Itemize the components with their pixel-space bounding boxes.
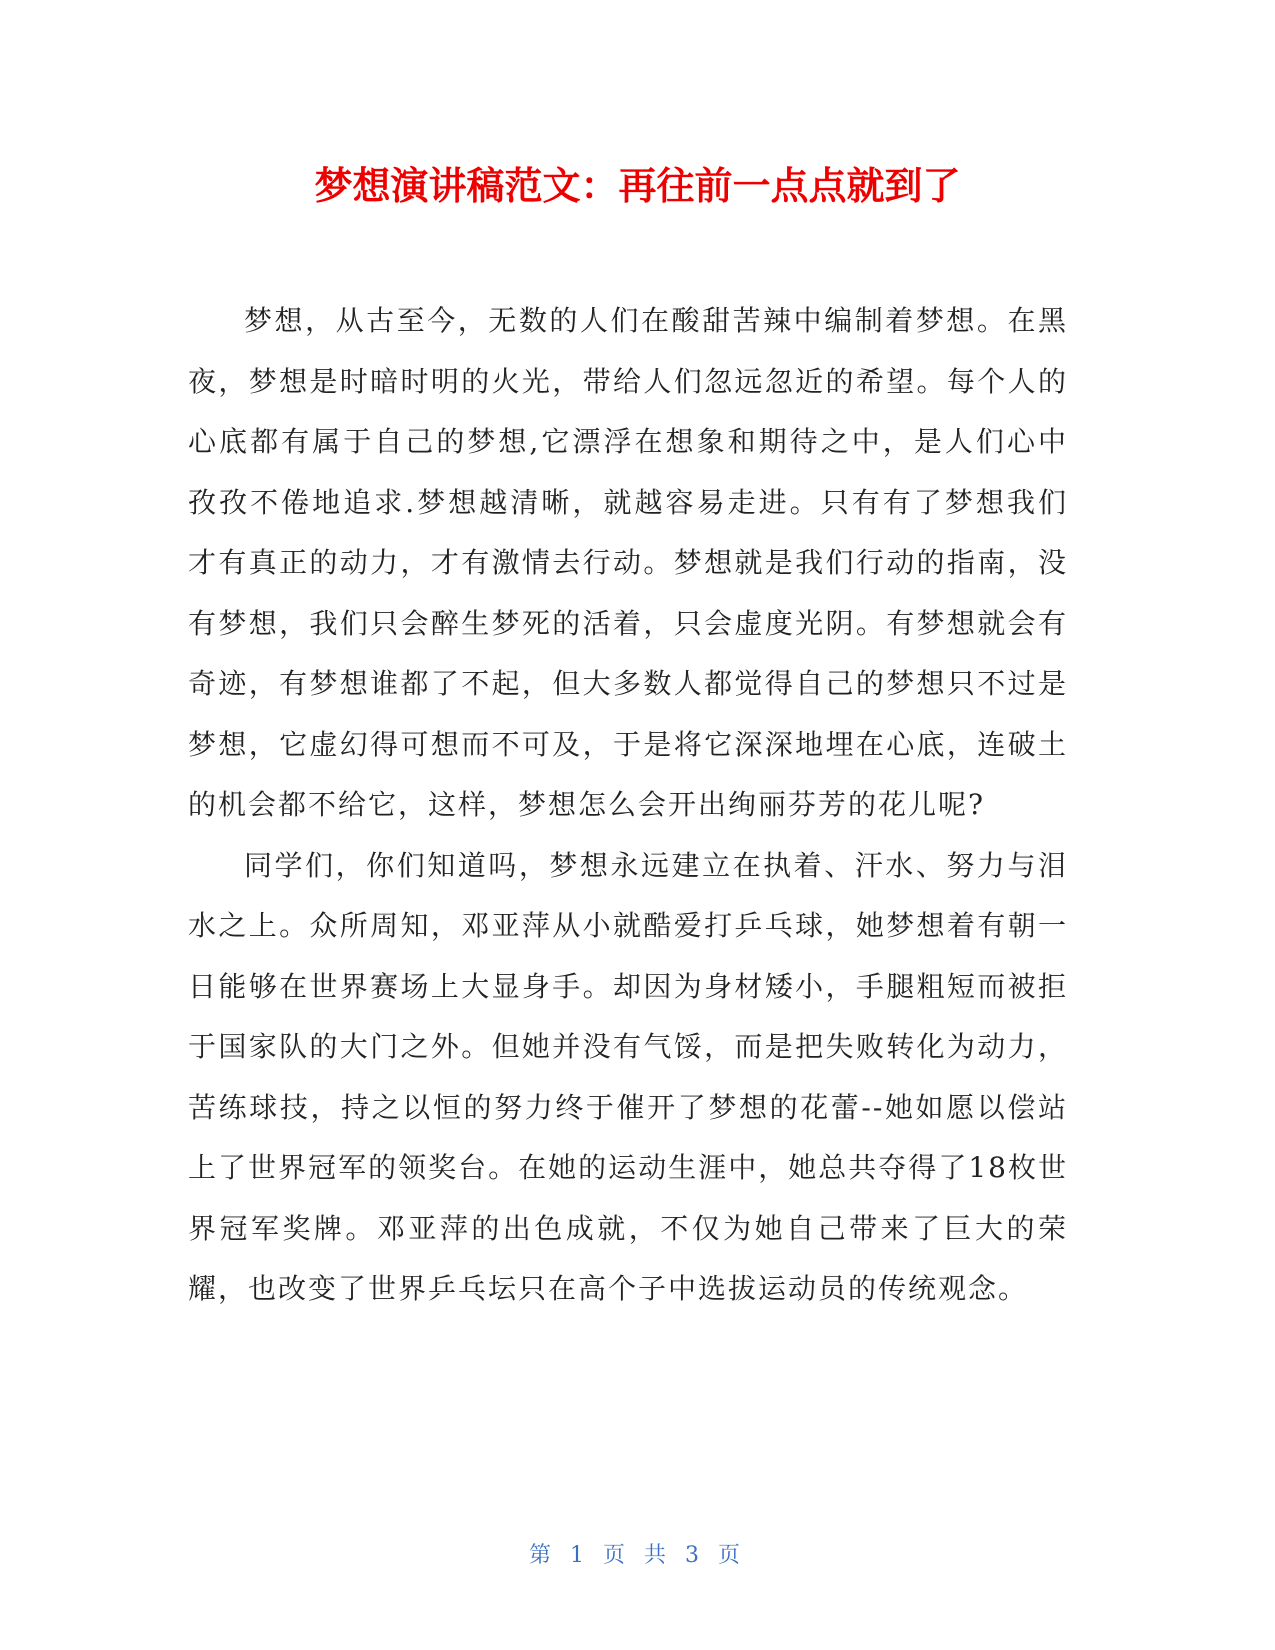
paragraph-2: 同学们，你们知道吗，梦想永远建立在执着、汗水、努力与泪水之上。众所周知，邓亚萍从小就酷爱打乒乓球，她梦想着有朝一日能够在世界赛场上大显身手。却因为身材矮小，手腿粗短而被拒于国家队的大门之外。但她并没有气馁，而是把失败转化为动力，苦练球技，持之以恒的努力终于催开了梦想的花蕾--她如愿以偿站上了世界冠军的领奖台。在她的运动生涯中，她总共夺得了18枚世界冠军奖牌。邓亚萍的出色成就，不仅为她自己带来了巨大的荣耀，也改变了世界乒乓坛只在高个子中选拔运动员的传统观念。 [188, 848, 1068, 1305]
document-title: 梦想演讲稿范文：再往前一点点就到了 [314, 164, 961, 208]
paragraph-1: 梦想，从古至今，无数的人们在酸甜苦辣中编制着梦想。在黑夜，梦想是时暗时明的火光，带给人们忽远忽近的希望。每个人的心底都有属于自己的梦想,它漂浮在想象和期待之中，是人们心中孜孜不倦地追求.梦想越清晰，就越容易走进。只有有了梦想我们才有真正的动力，才有激情去行动。梦想就是我们行动的指南，没有梦想，我们只会醉生梦死的活着，只会虚度光阴。有梦想就会有奇迹，有梦想谁都了不起，但大多数人都觉得自己的梦想只不过是梦想，它虚幻得可想而不可及，于是将它深深地埋在心底，连破土的机会都不给它，这样，梦想怎么会开出绚丽芬芳的花儿呢? [188, 304, 1068, 821]
page-footer: 第 1 页 共 3 页 [529, 1543, 746, 1568]
document-body [188, 291, 1068, 1320]
